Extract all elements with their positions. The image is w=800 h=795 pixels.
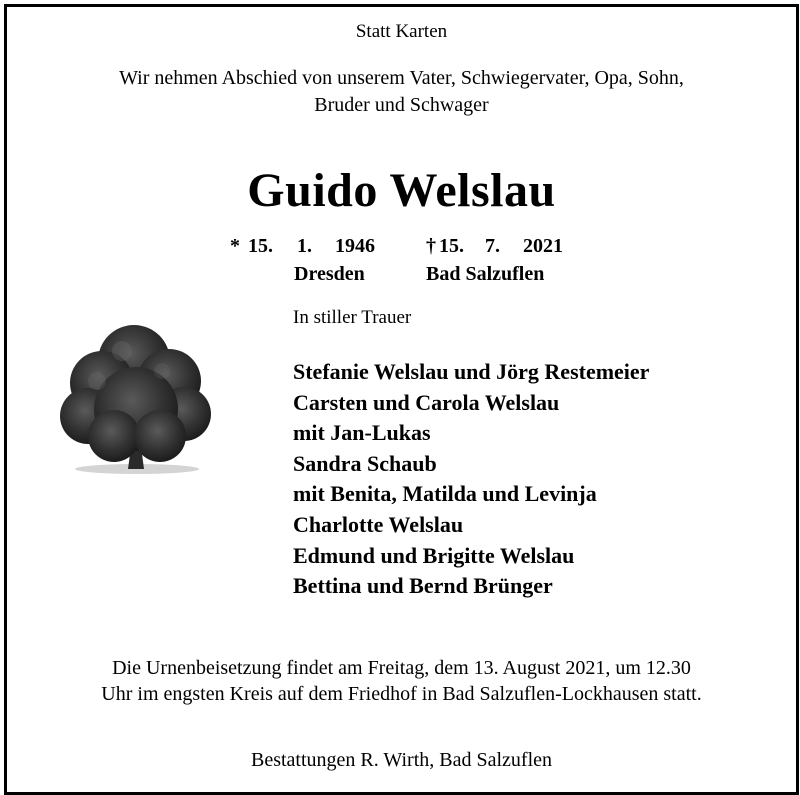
birth-place: Dresden bbox=[294, 263, 365, 285]
mourner-line: Charlotte Welslau bbox=[293, 511, 464, 537]
birth-year: 1946 bbox=[335, 235, 375, 257]
burial-line-1: Die Urnenbeisetzung findet am Freitag, dem 13. August 2021, um 12.30 bbox=[112, 657, 691, 679]
burial-line-2: Uhr im engsten Kreis auf dem Friedhof in Bad Salzuflen-Lockhausen statt. bbox=[101, 683, 702, 705]
birth-day: 15. bbox=[248, 235, 273, 257]
death-year: 2021 bbox=[523, 235, 563, 257]
notice-header: Statt Karten bbox=[355, 21, 448, 42]
mourner-line: Edmund und Brigitte Welslau bbox=[293, 542, 575, 568]
death-month: 7. bbox=[485, 235, 500, 257]
death-place: Bad Salzuflen bbox=[426, 263, 545, 285]
tree-icon bbox=[52, 311, 217, 481]
funeral-home: Bestattungen R. Wirth, Bad Salzuflen bbox=[251, 749, 552, 771]
grief-label: In stiller Trauer bbox=[293, 307, 412, 328]
deceased-name: Guido Welslau bbox=[247, 164, 556, 217]
mourner-line: Carsten und Carola Welslau bbox=[293, 389, 560, 415]
mourner-line: Stefanie Welslau und Jörg Restemeier bbox=[293, 359, 650, 384]
death-symbol: † bbox=[426, 235, 436, 257]
death-day: 15. bbox=[439, 235, 464, 257]
obituary-notice bbox=[4, 4, 799, 795]
mourners-list bbox=[293, 357, 649, 602]
birth-symbol: * bbox=[230, 235, 240, 257]
intro-text bbox=[7, 65, 796, 119]
mourner-line: mit Jan-Lukas bbox=[293, 420, 431, 446]
mourner-line: Bettina und Bernd Brünger bbox=[293, 573, 553, 599]
intro-line-2: Bruder und Schwager bbox=[314, 94, 489, 116]
burial-info bbox=[7, 655, 796, 707]
mourner-line: Sandra Schaub bbox=[293, 450, 437, 476]
intro-line-1: Wir nehmen Abschied von unserem Vater, Schwiegervater, Opa, Sohn, bbox=[119, 67, 684, 89]
mourner-line: mit Benita, Matilda und Levinja bbox=[293, 481, 597, 507]
birth-month: 1. bbox=[297, 235, 312, 257]
